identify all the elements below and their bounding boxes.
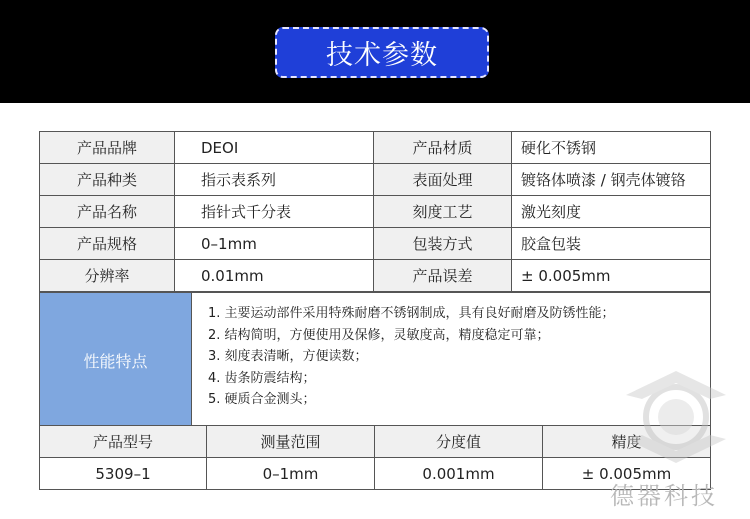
spec-table	[39, 131, 711, 292]
table-row	[40, 228, 711, 260]
column-header: 精度	[543, 426, 711, 458]
spec-value: 激光刻度	[512, 196, 711, 228]
column-header: 测量范围	[207, 426, 375, 458]
column-header: 分度值	[375, 426, 543, 458]
deqi-logo-icon	[620, 365, 732, 477]
spec-value: DEOI	[175, 132, 374, 164]
list-item: 2. 结构简明，方便使用及保修，灵敏度高，精度稳定可靠；	[208, 327, 550, 343]
table-cell: 5309–1	[40, 458, 207, 490]
spec-value: 胶盒包装	[512, 228, 711, 260]
spec-value: 硬化不锈钢	[512, 132, 711, 164]
spec-label: 产品材质	[374, 132, 512, 164]
spec-value: 指示表系列	[175, 164, 374, 196]
table-cell: ± 0.005mm	[543, 458, 711, 490]
table-row	[40, 293, 711, 428]
table-row	[40, 196, 711, 228]
spec-label: 刻度工艺	[374, 196, 512, 228]
watermark-text: 德器科技	[610, 482, 718, 510]
page-title: 技术参数	[275, 27, 489, 78]
table-row	[40, 164, 711, 196]
features-table	[39, 292, 711, 428]
spec-value: 指针式千分表	[175, 196, 374, 228]
table-row	[40, 260, 711, 292]
spec-value: 0–1mm	[175, 228, 374, 260]
spec-label: 包装方式	[374, 228, 512, 260]
spec-label: 产品品牌	[40, 132, 175, 164]
spec-value: 镀铬体喷漆 / 钢壳体镀铬	[512, 164, 711, 196]
table-cell: 0–1mm	[207, 458, 375, 490]
spec-label: 产品规格	[40, 228, 175, 260]
spec-label: 表面处理	[374, 164, 512, 196]
table-row	[40, 132, 711, 164]
spec-label: 产品种类	[40, 164, 175, 196]
spec-value: 0.01mm	[175, 260, 374, 292]
header-banner	[0, 0, 750, 103]
table-cell: 0.001mm	[375, 458, 543, 490]
list-item: 1. 主要运动部件采用特殊耐磨不锈钢制成，具有良好耐磨及防锈性能；	[208, 306, 615, 321]
table-header-row	[40, 426, 711, 458]
spec-value: ± 0.005mm	[512, 260, 711, 292]
spec-label: 产品误差	[374, 260, 512, 292]
list-item: 3. 刻度表清晰，方便读数；	[208, 349, 368, 364]
spec-label: 产品名称	[40, 196, 175, 228]
spec-label: 分辨率	[40, 260, 175, 292]
column-header: 产品型号	[40, 426, 207, 458]
list-item: 5. 硬质合金测头；	[208, 392, 316, 407]
list-item: 4. 齿条防震结构；	[208, 370, 316, 386]
features-label: 性能特点	[40, 293, 192, 428]
